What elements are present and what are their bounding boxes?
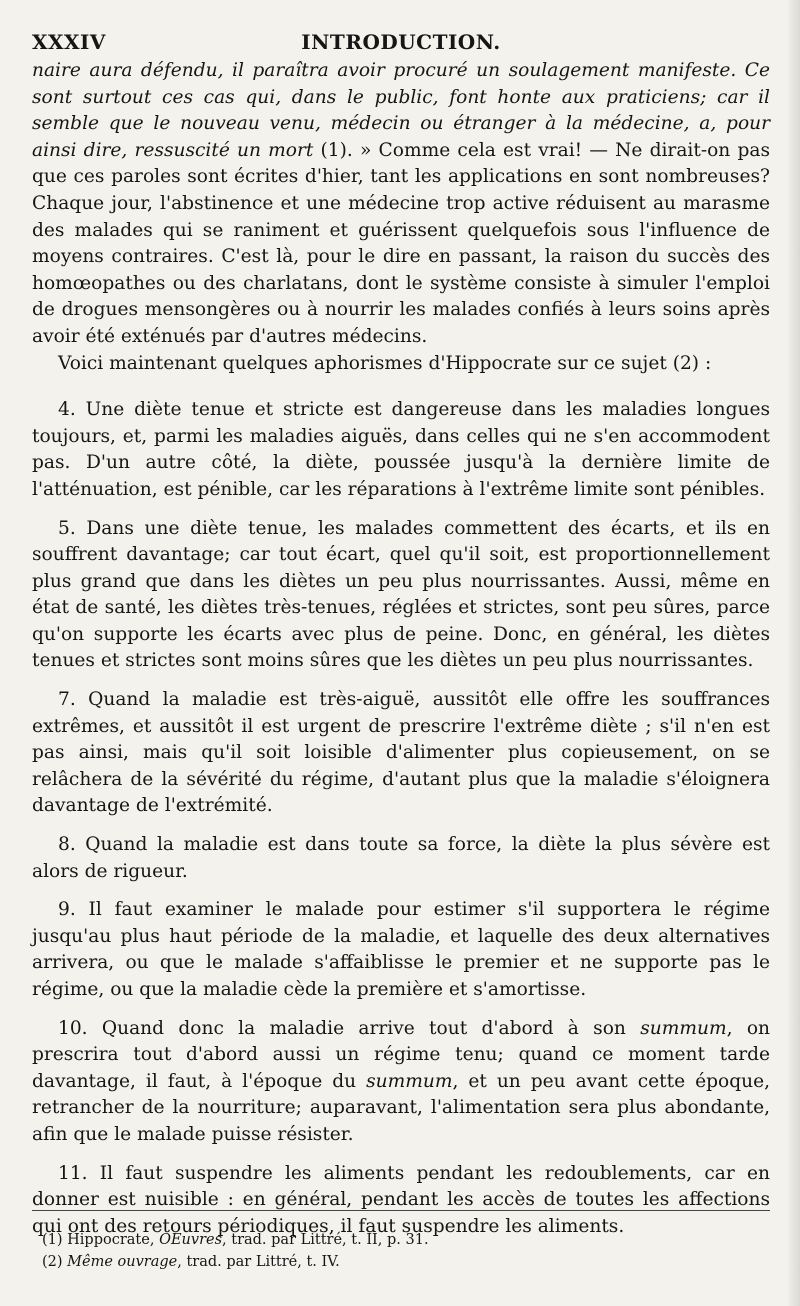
footnote-1 (32, 1229, 770, 1251)
page-header (32, 28, 770, 58)
intro-line: Voici maintenant quelques aphorismes d'Hippocrate sur ce sujet (2) : (58, 352, 712, 374)
main-text (32, 58, 770, 1240)
footnote-2-part: (2) (42, 1254, 68, 1270)
aphorism-10-part: , on prescrira tout d'abord aussi un régime tenu; quand ce moment tarde davantage, il faut, à l'époque du (32, 1017, 770, 1092)
aphorism-7: 7. Quand la maladie est très-aiguë, aussitôt elle offre les souffrances extrêmes, et aussitôt il est urgent de prescrire l'extrême diète ; s'il n'en est pas ainsi, mais qu'il soit loisible d'alimenter plus copieusement, on se relâchera de la sévérité du régime, d'autant plus que la maladie s'éloignera davantage de l'extrémité. (32, 689, 770, 817)
aphorism-4: 4. Une diète tenue et stricte est dangereuse dans les maladies longues toujours, et, parmi les maladies aiguës, dans celles qui ne s'en accommodent pas. D'un autre côté, la diète, poussée jusqu'à la dernière limite de l'atténuation, est pénible, car les réparations à l'extrême limite sont pénibles. (32, 399, 770, 500)
summum-italic: summum (366, 1070, 453, 1092)
footnote-1-part: (1) Hippocrate, (42, 1232, 160, 1248)
aphorism-11: 11. Il faut suspendre les aliments pendant les redoublements, car en donner est nuisible : en général, pendant les accès de toutes les affections qui ont des retours périodiques, il faut suspendre les aliments. (32, 1162, 770, 1237)
footnote-1-italic: OEuvres (159, 1232, 223, 1248)
page-edge-shadow (786, 0, 800, 1306)
aphorism-10 (32, 1016, 770, 1149)
running-title: INTRODUCTION. (301, 30, 501, 54)
opening-roman-text: (1). » Comme cela est vrai! — Ne dirait-on pas que ces paroles sont écrites d'hier, tant les applications en sont nombreuses? Chaque jour, l'abstinence et une médecine trop active réduisent au marasme des malades qui se raniment et guérissent quelquefois sous l'influence de moyens contraires. C'est là, pour le dire en passant, la raison du succès des homœopathes ou des charlatans, dont le système consiste à simuler l'emploi de drogues mensongères ou à nourrir les malades confiés à leurs soins après avoir été exténués par d'autres médecins. (32, 139, 770, 347)
page-number: XXXIV (32, 30, 106, 54)
summum-italic: summum (640, 1017, 727, 1039)
aphorism-10-part: , et un peu avant cette époque, retrancher de la nourriture; auparavant, l'alimentation sera plus abondante, afin que le malade puisse résister. (32, 1070, 770, 1145)
footnote-2 (32, 1251, 770, 1273)
footnote-2-italic: Même ouvrage (67, 1254, 178, 1270)
opening-paragraph (32, 58, 770, 351)
footnote-2-part: , trad. par Littré, t. IV. (177, 1254, 340, 1270)
footnote-1-part: , trad. par Littré, t. II, p. 31. (222, 1232, 429, 1248)
aphorism-9: 9. Il faut examiner le malade pour estimer s'il supportera le régime jusqu'au plus haut période de la maladie, et laquelle des deux alternatives arrivera, ou que le malade s'affaiblisse le premier et ne supporte pas le régime, ou que la maladie cède la première et s'amortisse. (32, 899, 770, 1000)
footnotes (32, 1210, 770, 1273)
opening-italic-quote: naire aura défendu, il paraîtra avoir procuré un soulagement manifeste. Ce sont surtout ces cas qui, dans le public, font honte aux praticiens; car il semble que le nouveau venu, médecin ou étranger à la médecine, a, pour ainsi dire, ressuscité un mort (32, 60, 770, 161)
aphorism-8: 8. Quand la maladie est dans toute sa force, la diète la plus sévère est alors de rigueur. (32, 834, 770, 882)
aphorism-10-part: 10. Quand donc la maladie arrive tout d'abord à son (58, 1017, 641, 1039)
aphorism-5: 5. Dans une diète tenue, les malades commettent des écarts, et ils en souffrent davantage; car tout écart, quel qu'il soit, est proportionnellement plus grand que dans les diètes un peu plus nourrissantes. Aussi, même en état de santé, les diètes très-tenues, réglées et strictes, sont peu sûres, parce qu'on supporte les écarts avec plus de peine. Donc, en général, les diètes tenues et strictes sont moins sûres que les diètes un peu plus nourrissantes. (32, 517, 770, 672)
